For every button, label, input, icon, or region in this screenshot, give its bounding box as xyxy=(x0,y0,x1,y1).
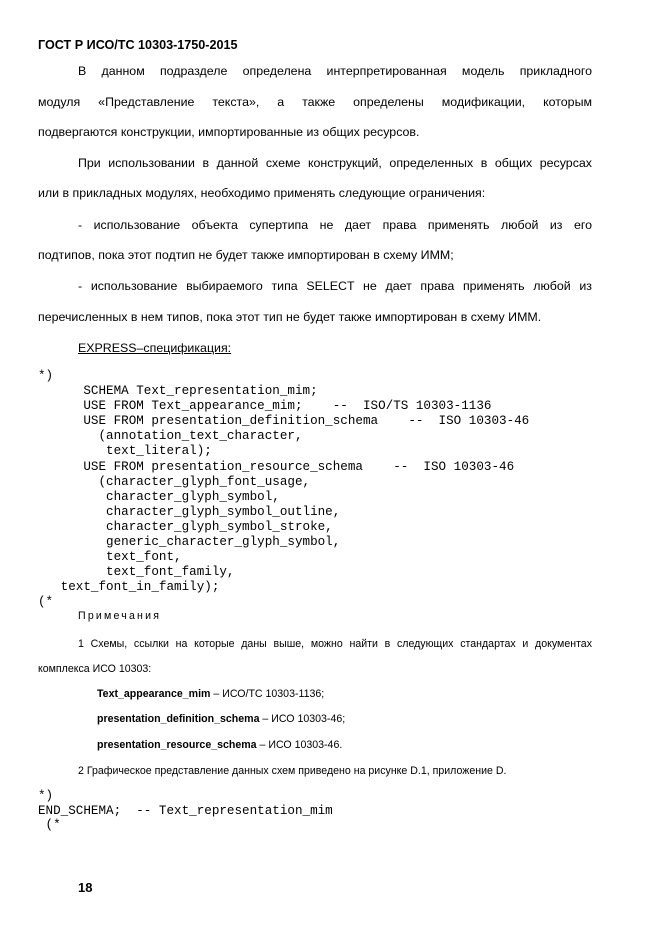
express-label: EXPRESS–спецификация: xyxy=(78,341,232,355)
list-item-2-line-2: перечисленных в нем типов, пока этот тип не будет также импортирован в схему ИММ. xyxy=(38,310,542,324)
code1-line: (* xyxy=(38,595,54,610)
ref-2-name: presentation_definition_schema xyxy=(97,713,260,725)
note-1-line-2: комплекса ИСО 10303: xyxy=(38,663,152,675)
code1-line: USE FROM presentation_definition_schema -- ISO 10303-46 xyxy=(38,414,530,429)
page-number: 18 xyxy=(78,880,93,895)
list-item-1-line-2: подтипов, пока этот подтип не будет также импортирован в схему ИММ; xyxy=(38,248,454,262)
document-header: ГОСТ Р ИСО/ТС 10303-1750-2015 xyxy=(38,38,238,52)
code1-line: character_glyph_symbol_stroke, xyxy=(38,519,333,534)
code1-line: USE FROM presentation_resource_schema -- ISO 10303-46 xyxy=(38,459,515,474)
code1-line: text_font_in_family); xyxy=(38,580,220,595)
code1-line: (character_glyph_font_usage, xyxy=(38,474,311,489)
paragraph-1-line-3: подвергаются конструкции, импортированные из общих ресурсов. xyxy=(38,125,420,139)
code2-line: *) xyxy=(38,789,54,803)
list-item-1-line-1: - использование объекта супертипа не дает права применять любой из его xyxy=(78,218,592,232)
code1-line: USE FROM Text_appearance_mim; -- ISO/TS 10303-1136 xyxy=(38,399,492,414)
ref-1-name: Text_appearance_mim xyxy=(97,688,211,700)
express-code-block-1 xyxy=(38,369,529,611)
ref-3-standard: – ИСО 10303-46. xyxy=(256,739,343,751)
ref-3-name: presentation_resource_schema xyxy=(97,739,257,751)
list-item-2-line-1: - использование выбираемого типа SELECT не дает права применять любой из xyxy=(78,279,592,293)
code2-line: (* xyxy=(38,818,61,832)
paragraph-2-line-2: или в прикладных модулях, необходимо применять следующие ограничения: xyxy=(38,186,486,200)
paragraph-2-line-1: При использовании в данной схеме конструкций, определенных в общих ресурсах xyxy=(78,156,592,170)
code1-line: *) xyxy=(38,369,54,383)
code2-line: END_SCHEMA; -- Text_representation_mim xyxy=(38,803,333,818)
code1-line: character_glyph_symbol_outline, xyxy=(38,504,341,519)
paragraph-1-line-2: модуля «Представление текста», а также определены модификации, которым xyxy=(38,95,592,109)
note-1-line-1: 1 Схемы, ссылки на которые даны выше, можно найти в следующих стандартах и документах xyxy=(78,638,592,650)
express-code-block-2 xyxy=(38,789,333,833)
code1-line: text_font_family, xyxy=(38,565,235,580)
code1-line: generic_character_glyph_symbol, xyxy=(38,535,341,550)
code1-line: character_glyph_symbol, xyxy=(38,489,280,504)
ref-3 xyxy=(97,739,342,751)
code1-line: (annotation_text_character, xyxy=(38,429,303,444)
note-2: 2 Графическое представление данных схем приведено на рисунке D.1, приложение D. xyxy=(78,765,507,777)
ref-1 xyxy=(97,688,324,700)
code1-line: text_font, xyxy=(38,550,182,565)
code1-line: SCHEMA Text_representation_mim; xyxy=(38,384,318,399)
ref-1-standard: – ИСО/ТС 10303-1136; xyxy=(210,688,325,700)
ref-2-standard: – ИСО 10303-46; xyxy=(259,713,346,725)
paragraph-1-line-1: В данном подразделе определена интерпретированная модель прикладного xyxy=(78,64,592,78)
ref-2 xyxy=(97,713,345,725)
code1-line: text_literal); xyxy=(38,444,212,459)
notes-title: Примечания xyxy=(78,610,162,622)
